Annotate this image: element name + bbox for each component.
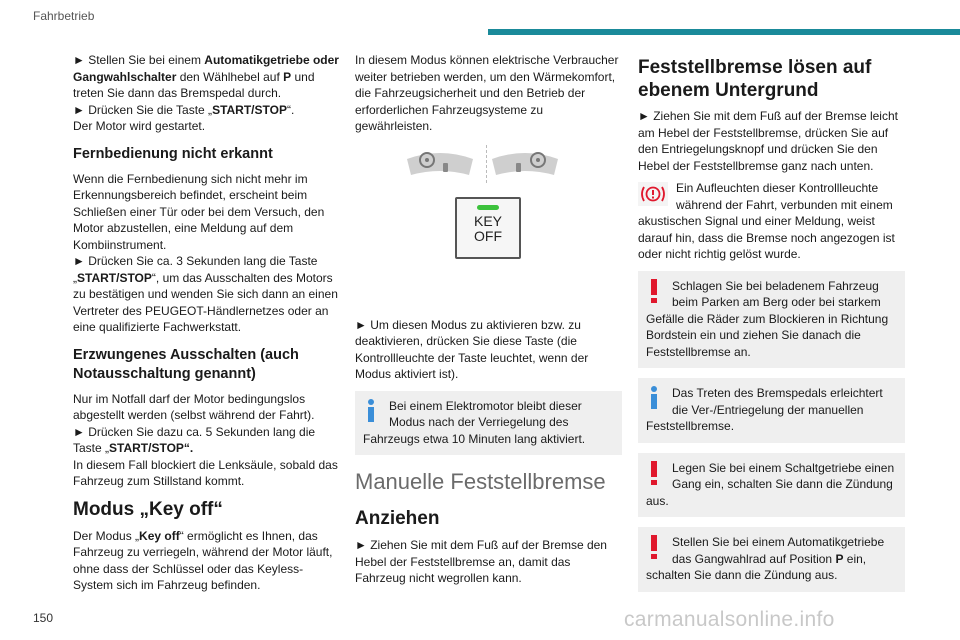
key-off-label-line1: KEY xyxy=(473,212,502,229)
watermark: carmanualsonline.info xyxy=(624,608,835,631)
heading-forced-shutdown: Erzwungenes Ausschalten (auch Notausschaltung genannt) xyxy=(73,346,299,382)
middle-column xyxy=(355,52,622,593)
paragraph: Wenn die Fernbedienung sich nicht mehr im Erkennungsbereich befindet, erscheint beim Schließen einer Tür oder bei dem Versuch, den Motor abzustellen, eine Meldung auf dem Kombiinstrument. ► Drücken Sie ca. 3 Sekunden lang die Taste „START/STOP“, um das Ausschalten des Motors zu bestätigen und wenden Sie sich dann an einen Vertreter des PEUGEOT-Händlernetzes oder an eine qualifizierte Fachwerkstatt. xyxy=(73,171,338,334)
info-icon xyxy=(363,398,379,424)
divider xyxy=(486,145,488,183)
paragraph: ► Um diesen Modus zu aktivieren bzw. zu deaktivieren, drücken Sie diese Taste (die Kontrollleuchte der Taste leuchtet, wenn der Modus aktiviert ist). xyxy=(355,317,589,381)
heading-apply: Anziehen xyxy=(355,508,440,529)
parking-brake-warning-lamp-icon xyxy=(638,182,668,206)
paragraph: Der Modus „Key off“ ermöglicht es Ihnen, das Fahrzeug zu verriegeln, während der Motor läuft, ohne dass der Schlüssel oder das Keyless-System sich im Fahrzeug befinden. xyxy=(73,528,333,592)
info-notice: Bei einem Elektromotor bleibt dieser Modus nach der Verriegelung des Fahrzeugs etwa 10 Minuten lang aktiviert. xyxy=(355,391,622,456)
paragraph: In diesem Modus können elektrische Verbraucher weiter betrieben werden, um den Wärmekomfort, die Fahrzeugsicherheit und den Betrieb der erforderlichen Fahrzeugsysteme zu gewährleisten. xyxy=(355,53,619,133)
warning-notice: Legen Sie bei einem Schaltgetriebe einen Gang ein, schalten Sie dann die Zündung aus. xyxy=(638,453,905,518)
right-column xyxy=(638,56,905,602)
info-icon xyxy=(646,385,662,411)
paragraph: Nur im Notfall darf der Motor bedingungslos abgestellt werden (selbst während der Fahrt). ► Drücken Sie dazu ca. 5 Sekunden lang die Taste „START/STOP“. In diesem Fall blockiert die Lenksäule, sobald das Fahrzeug zum Stillstand kommt. xyxy=(73,391,338,488)
header-accent-bar xyxy=(488,29,960,35)
page-header xyxy=(0,0,960,40)
paragraph: ► Ziehen Sie mit dem Fuß auf der Bremse leicht am Hebel der Feststellbremse, drücken Sie auf den Entriegelungsknopf und drücken Sie den Hebel der Feststellbremse ganz nach unten. xyxy=(638,109,898,173)
key-off-label-line2: OFF xyxy=(474,227,502,244)
paragraph: Ein Aufleuchten dieser Kontrollleuchte während der Fahrt, verbunden mit einem akustischen Signal und einer Meldung, weist darauf hin, dass die Bremse noch angezogen ist oder nicht richtig gelöst wurde. xyxy=(638,181,895,261)
heading-manual-parking-brake: Manuelle Feststellbremse xyxy=(355,469,606,494)
indicator-led xyxy=(477,205,499,210)
paragraph: ► Ziehen Sie mit dem Fuß auf der Bremse den Hebel der Feststellbremse an, damit das Fahrzeug nicht wegrollen kann. xyxy=(355,538,607,585)
heading-release-brake: Feststellbremse lösen auf ebenem Untergrund xyxy=(638,57,872,101)
page-number: 150 xyxy=(33,611,54,625)
key-off-button xyxy=(455,197,521,259)
key-off-illustration xyxy=(355,141,622,311)
warning-notice: Stellen Sie bei einem Automatikgetriebe das Gangwahlrad auf Position P ein, schalten Sie dann die Zündung aus. xyxy=(638,527,905,592)
dashboard-steering-wheel-icon xyxy=(490,147,560,179)
paragraph: ► Stellen Sie bei einem Automatikgetriebe oder Gangwahlschalter den Wählhebel auf P und treten Sie dann das Bremspedal durch. ► Drücken Sie die Taste „START/STOP“. Der Motor wird gestartet. xyxy=(73,53,339,133)
warning-notice: Schlagen Sie bei beladenem Fahrzeug beim Parken am Berg oder bei starkem Gefälle die Räder zum Blockieren in Richtung Bordstein ein und ziehen Sie danach die Feststellbremse an. xyxy=(638,271,905,369)
heading-key-off-mode: Modus „Key off“ xyxy=(73,498,223,520)
exclamation-icon xyxy=(646,534,662,560)
dashboard-steering-wheel-icon xyxy=(405,147,475,179)
left-column xyxy=(73,52,340,600)
exclamation-icon xyxy=(646,460,662,486)
info-notice: Das Treten des Bremspedals erleichtert die Ver-/Entriegelung der manuellen Feststellbremse. xyxy=(638,378,905,443)
section-title: Fahrbetrieb xyxy=(33,9,95,23)
heading-remote-not-detected: Fernbedienung nicht erkannt xyxy=(73,145,273,162)
exclamation-icon xyxy=(646,278,662,304)
